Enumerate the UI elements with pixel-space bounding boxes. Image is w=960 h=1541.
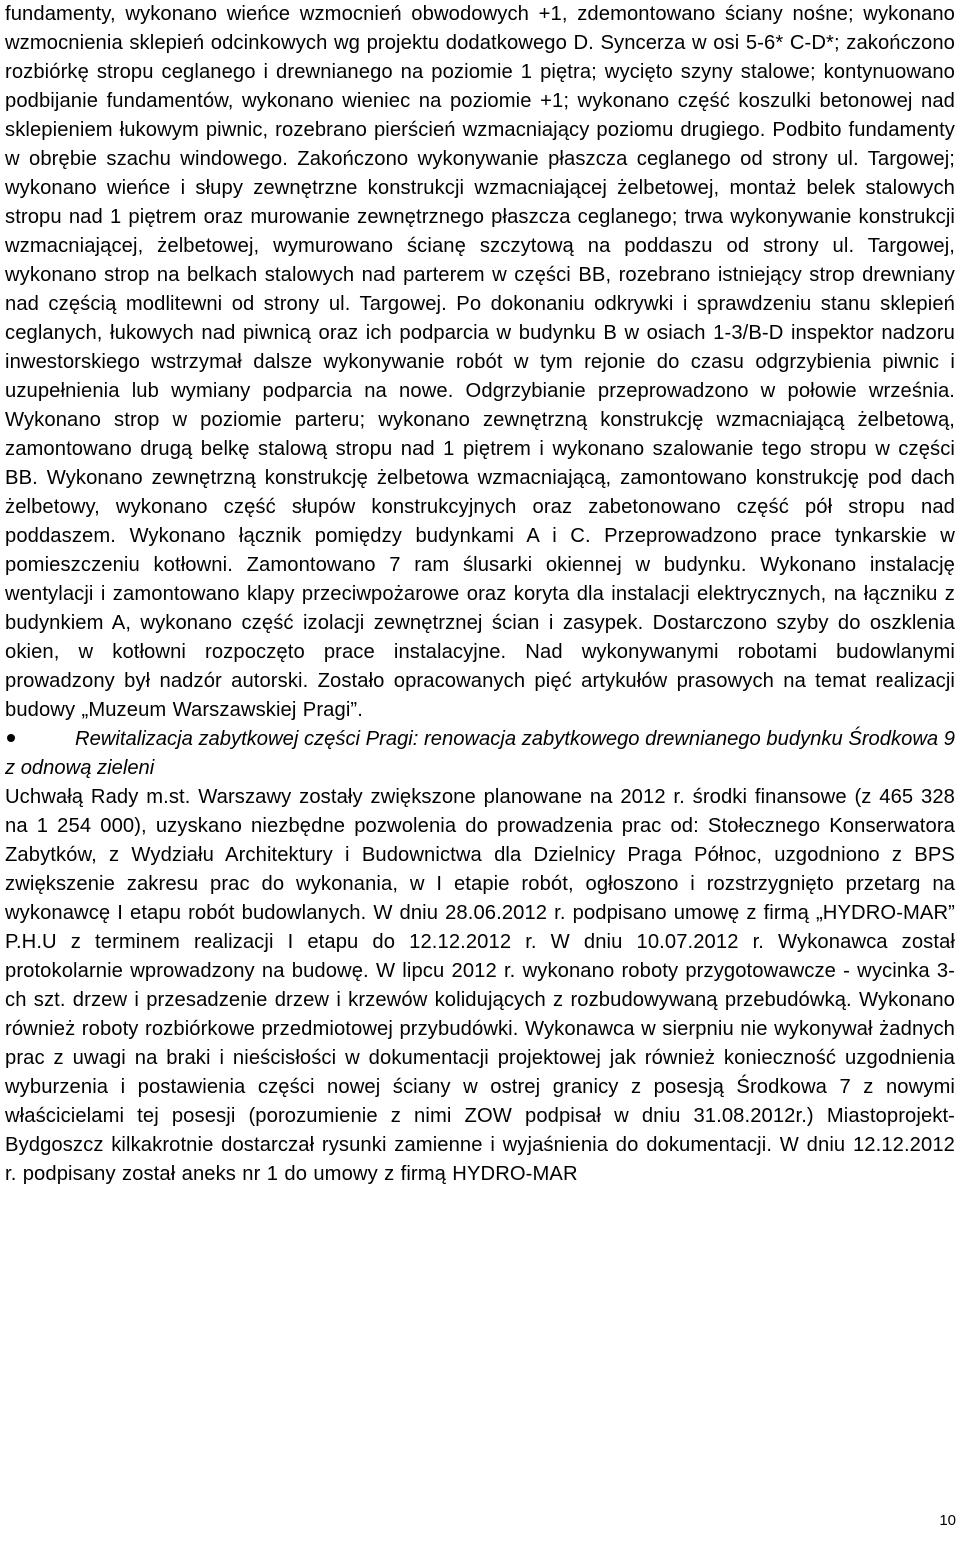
bullet-icon xyxy=(7,734,15,742)
bullet-heading-revitalization xyxy=(5,725,955,783)
body-paragraph-construction-works: fundamenty, wykonano wieńce wzmocnień obwodowych +1, zdemontowano ściany nośne; wykonano wzmocnienia sklepień odcinkowych wg projektu dodatkowego D. Syncerza w osi 5-6* C-D*; zakończono rozbiórkę stropu ceglanego i drewnianego na poziomie 1 piętra; wycięto szyny stalowe; kontynuowano podbijanie fundamentów, wykonano wieniec na poziomie +1; wykonano część koszulki betonowej nad sklepieniem łukowym piwnic, rozebrano pierścień wzmacniający poziomu drugiego. Podbito fundamenty w obrębie szachu windowego. Zakończono wykonywanie płaszcza ceglanego od strony ul. Targowej; wykonano wieńce i słupy zewnętrzne konstrukcji wzmacniającej żelbetowej, montaż belek stalowych stropu nad 1 piętrem oraz murowanie zewnętrznego płaszcza ceglanego; trwa wykonywanie konstrukcji wzmacniającej, żelbetowej, wymurowano ścianę szczytową na poddaszu od strony ul. Targowej, wykonano strop na belkach stalowych nad parterem w części BB, rozebrano istniejący strop drewniany nad częścią modlitewni od strony ul. Targowej. Po dokonaniu odkrywki i sprawdzeniu stanu sklepień ceglanych, łukowych nad piwnicą oraz ich podparcia w budynku B w osiach 1-3/B-D inspektor nadzoru inwestorskiego wstrzymał dalsze wykonywanie robót w tym rejonie do czasu odgrzybienia piwnic i uzupełnienia lub wymiany podparcia na nowe. Odgrzybianie przeprowadzono w połowie września. Wykonano strop w poziomie parteru; wykonano zewnętrzną konstrukcję wzmacniającą żelbetową, zamontowano drugą belkę stalową stropu nad 1 piętrem i wykonano szalowanie tego stropu w części BB. Wykonano zewnętrzną konstrukcję żelbetowa wzmacniającą, zamontowano konstrukcję pod dach żelbetowy, wykonano część słupów konstrukcyjnych oraz zabetonowano część pół stropu nad poddaszem. Wykonano łącznik pomiędzy budynkami A i C. Przeprowadzono prace tynkarskie w pomieszczeniu kotłowni. Zamontowano 7 ram ślusarki okiennej w budynku. Wykonano instalację wentylacji i zamontowano klapy przeciwpożarowe oraz koryta dla instalacji elektrycznych, na łączniku z budynkiem A, wykonano część izolacji zewnętrznej ścian i zasypek. Dostarczono szyby do oszklenia okien, w kotłowni rozpoczęto prace instalacyjne. Nad wykonywanymi robotami budowlanymi prowadzony był nadzór autorski. Zostało opracowanych pięć artykułów prasowych na temat realizacji budowy „Muzeum Warszawskiej Pragi”. xyxy=(5,3,955,721)
body-paragraph-srodkowa-9: Uchwałą Rady m.st. Warszawy zostały zwiększone planowane na 2012 r. środki finansowe (z 465 328 na 1 254 000), uzyskano niezbędne pozwolenia do prowadzenia prac od: Stołecznego Konserwatora Zabytków, z Wydziału Architektury i Budownictwa dla Dzielnicy Praga Północ, uzgodniono z BPS zwiększenie zakresu prac do wykonania, w I etapie robót, ogłoszono i rozstrzygnięto przetarg na wykonawcę I etapu robót budowlanych. W dniu 28.06.2012 r. podpisano umowę z firmą „HYDRO-MAR” P.H.U z terminem realizacji I etapu do 12.12.2012 r. W dniu 10.07.2012 r. Wykonawca został protokolarnie wprowadzony na budowę. W lipcu 2012 r. wykonano roboty przygotowawcze - wycinka 3-ch szt. drzew i przesadzenie drzew i krzewów kolidujących z rozbudowywaną przebudówką. Wykonano również roboty rozbiórkowe przedmiotowej przybudówki. Wykonawca w sierpniu nie wykonywał żadnych prac z uwagi na braki i nieścisłości w dokumentacji projektowej jak również konieczność uzgodnienia wyburzenia i postawienia części nowej ściany w ostrej granicy z posesją Środkowa 7 z nowymi właścicielami tej posesji (porozumienie z nimi ZOW podpisał w dniu 31.08.2012r.) Miastoprojekt-Bydgoszcz kilkakrotnie dostarczał rysunki zamienne i wyjaśnienia do dokumentacji. W dniu 12.12.2012 r. podpisany został aneks nr 1 do umowy z firmą HYDRO-MAR xyxy=(5,786,955,1185)
bullet-heading-text: Rewitalizacja zabytkowej części Pragi: renowacja zabytkowego drewnianego budynku Środkowa 9 z odnową zieleni xyxy=(5,728,955,779)
document-page xyxy=(5,0,955,1189)
page-number: 10 xyxy=(939,1512,956,1529)
